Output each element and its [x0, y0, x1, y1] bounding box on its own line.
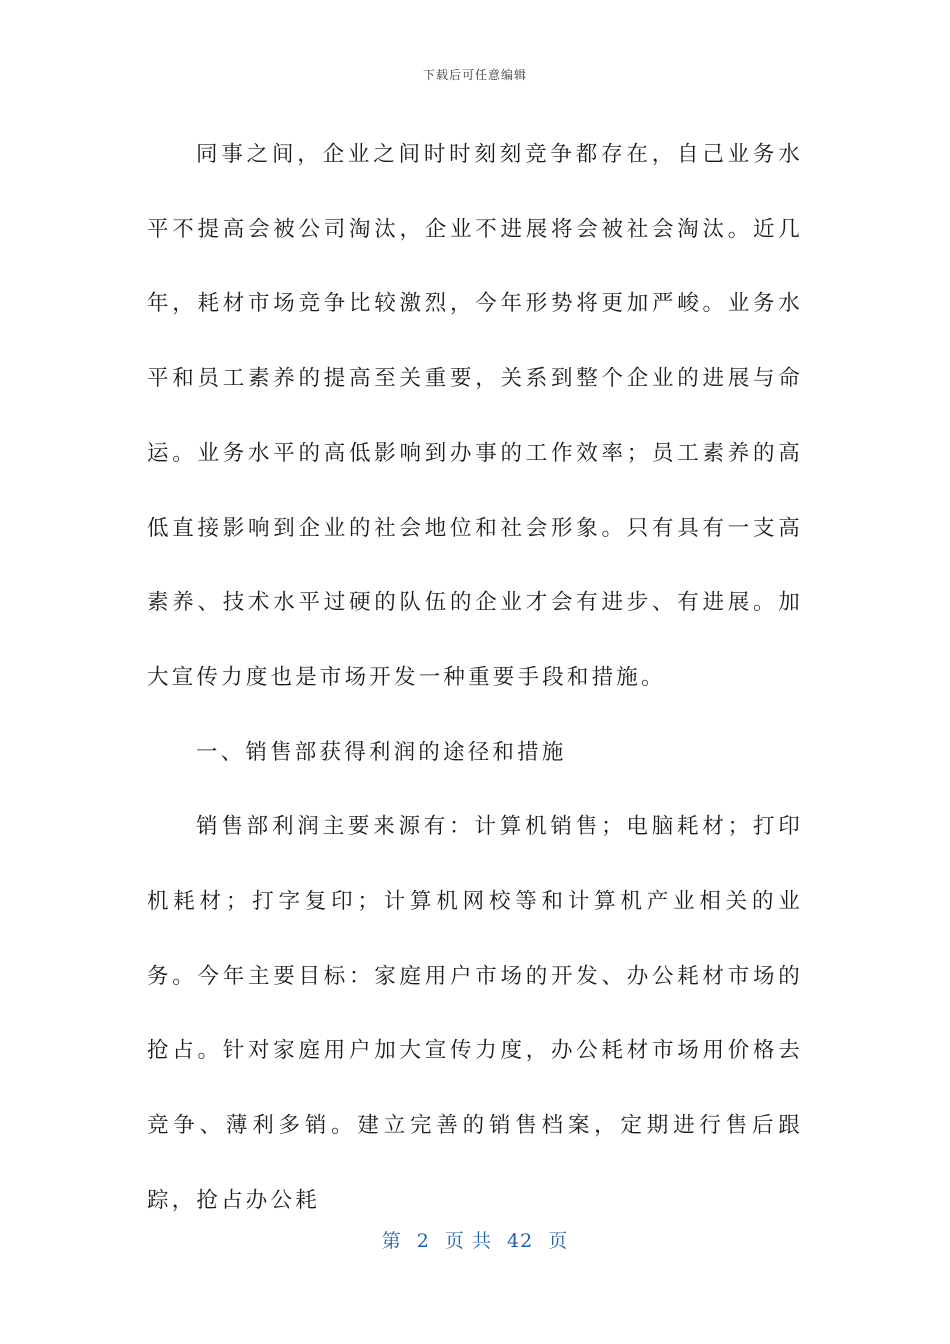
footer-prefix: 第 [381, 1230, 402, 1252]
page-header: 下载后可任意编辑 [422, 68, 527, 82]
body-paragraph-2: 销售部利润主要来源有：计算机销售；电脑耗材；打印机耗材；打字复印；计算机网校等和计算机产业相关的业务。今年主要目标：家庭用户市场的开发、办公耗材市场的抢占。针对家庭用户加大宣传力度，办公耗材市场用价格去竞争、薄利多销。建立完善的销售档案，定期进行售后跟踪，抢占办公耗 [147, 814, 803, 1213]
total-page-count: 42 [507, 1230, 534, 1252]
body-paragraph-1: 同事之间，企业之间时时刻刻竞争都存在，自己业务水平不提高会被公司淘汰，企业不进展将会被社会淘汰。近几年，耗材市场竞争比较激烈，今年形势将更加严峻。业务水平和员工素养的提高至关重要，关系到整个企业的进展与命运。业务水平的高低影响到办事的工作效率；员工素养的高低直接影响到企业的社会地位和社会形象。只有具有一支高素养、技术水平过硬的队伍的企业才会有进步、有进展。加大宣传力度也是市场开发一种重要手段和措施。 [147, 142, 803, 690]
document-body [147, 118, 803, 1239]
page-footer [0, 1226, 950, 1253]
footer-middle: 页 共 [444, 1230, 492, 1252]
footer-suffix: 页 [548, 1230, 569, 1252]
current-page-number: 2 [416, 1230, 430, 1252]
section-heading: 一、销售部获得利润的途径和措施 [196, 739, 567, 765]
